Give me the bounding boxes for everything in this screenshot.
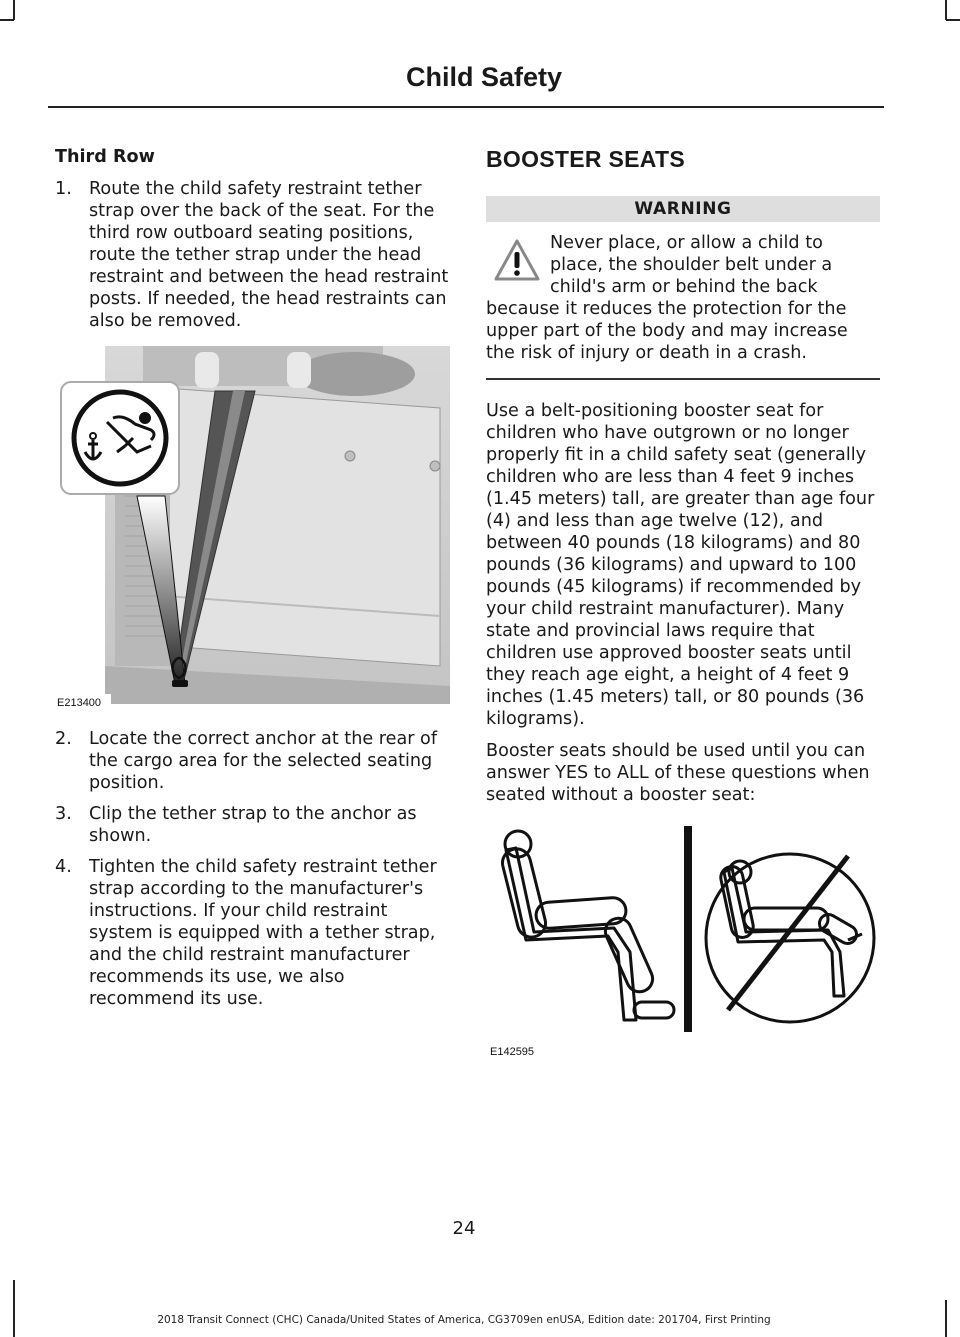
crop-mark: [13, 0, 15, 20]
section-title: BOOSTER SEATS: [486, 146, 685, 172]
step-number: 4.: [55, 857, 72, 877]
step-text: Locate the correct anchor at the rear of the cargo area for the selected seating position.: [89, 729, 438, 793]
tether-anchor-illustration: [55, 346, 450, 714]
booster-questions-intro: Booster seats should be used until you can answer YES to ALL of these questions when seated without a booster seat:: [486, 741, 870, 805]
page-number: 24: [452, 1218, 476, 1239]
figure-code: E213400: [57, 697, 102, 709]
header-rule: [48, 106, 884, 108]
step-text: Route the child safety restraint tether strap over the back of the seat. For the third row outboard seating positions, route the tether strap under the head restraint and between the head restraint posts. If needed, the head restraints can also be removed.: [89, 179, 449, 331]
warning-rule: [486, 378, 880, 380]
left-column: [55, 146, 450, 341]
warning-triangle-icon: [494, 238, 540, 284]
crop-mark: [945, 1300, 947, 1337]
step-number: 1.: [55, 179, 72, 199]
tether-strap-figure: [55, 346, 450, 714]
step-1: [55, 178, 450, 332]
step-4: [55, 856, 450, 1010]
step-3: [55, 803, 450, 847]
step-text: Clip the tether strap to the anchor as shown.: [89, 804, 417, 846]
seating-posture-illustration: [488, 820, 878, 1070]
figure-code: E142595: [490, 1046, 535, 1058]
step-number: 3.: [55, 804, 72, 824]
crop-mark: [945, 0, 947, 20]
warning-box: [486, 232, 880, 364]
step-text: Tighten the child safety restraint tether strap according to the manufacturer's instructions. If your child restraint system is equipped with a tether strap, and the child restraint manufacturer recommends its use, we also recommend its use.: [89, 857, 437, 1009]
footer-edition-info: 2018 Transit Connect (CHC) Canada/United States of America, CG3709en enUSA, Edition date: 201704, First Printing: [157, 1314, 771, 1326]
left-column-steps: [55, 728, 450, 1019]
crop-mark: [13, 1280, 15, 1337]
warning-label: WARNING: [486, 196, 880, 222]
step-2: [55, 728, 450, 794]
warning-text: Never place, or allow a child to place, the shoulder belt under a child's arm or behind the back because it reduces the protection for the upper part of the body and may increase the risk of injury or death in a crash.: [486, 233, 848, 363]
crop-mark: [946, 19, 960, 21]
booster-posture-figure: [488, 820, 878, 1070]
booster-paragraph: Use a belt-positioning booster seat for children who have outgrown or no longer properly fit in a child safety seat (generally children who are less than 4 feet 9 inches (1.45 meters) tall, are greater than age four (4) and less than age twelve (12), and between 40 pounds (18 kilograms) and 80 pounds (36 kilograms) and upward to 100 pounds (45 kilograms) if recommended by your child restraint manufacturer). Many state and provincial laws require that children use approved booster seats until they reach age eight, a height of 4 feet 9 inches (1.45 meters) tall, or 80 pounds (36 kilograms).: [486, 401, 875, 729]
page-title: Child Safety: [405, 62, 562, 92]
right-column: [486, 146, 880, 816]
crop-mark: [0, 19, 14, 21]
step-number: 2.: [55, 729, 72, 749]
subhead-third-row: Third Row: [55, 147, 155, 167]
